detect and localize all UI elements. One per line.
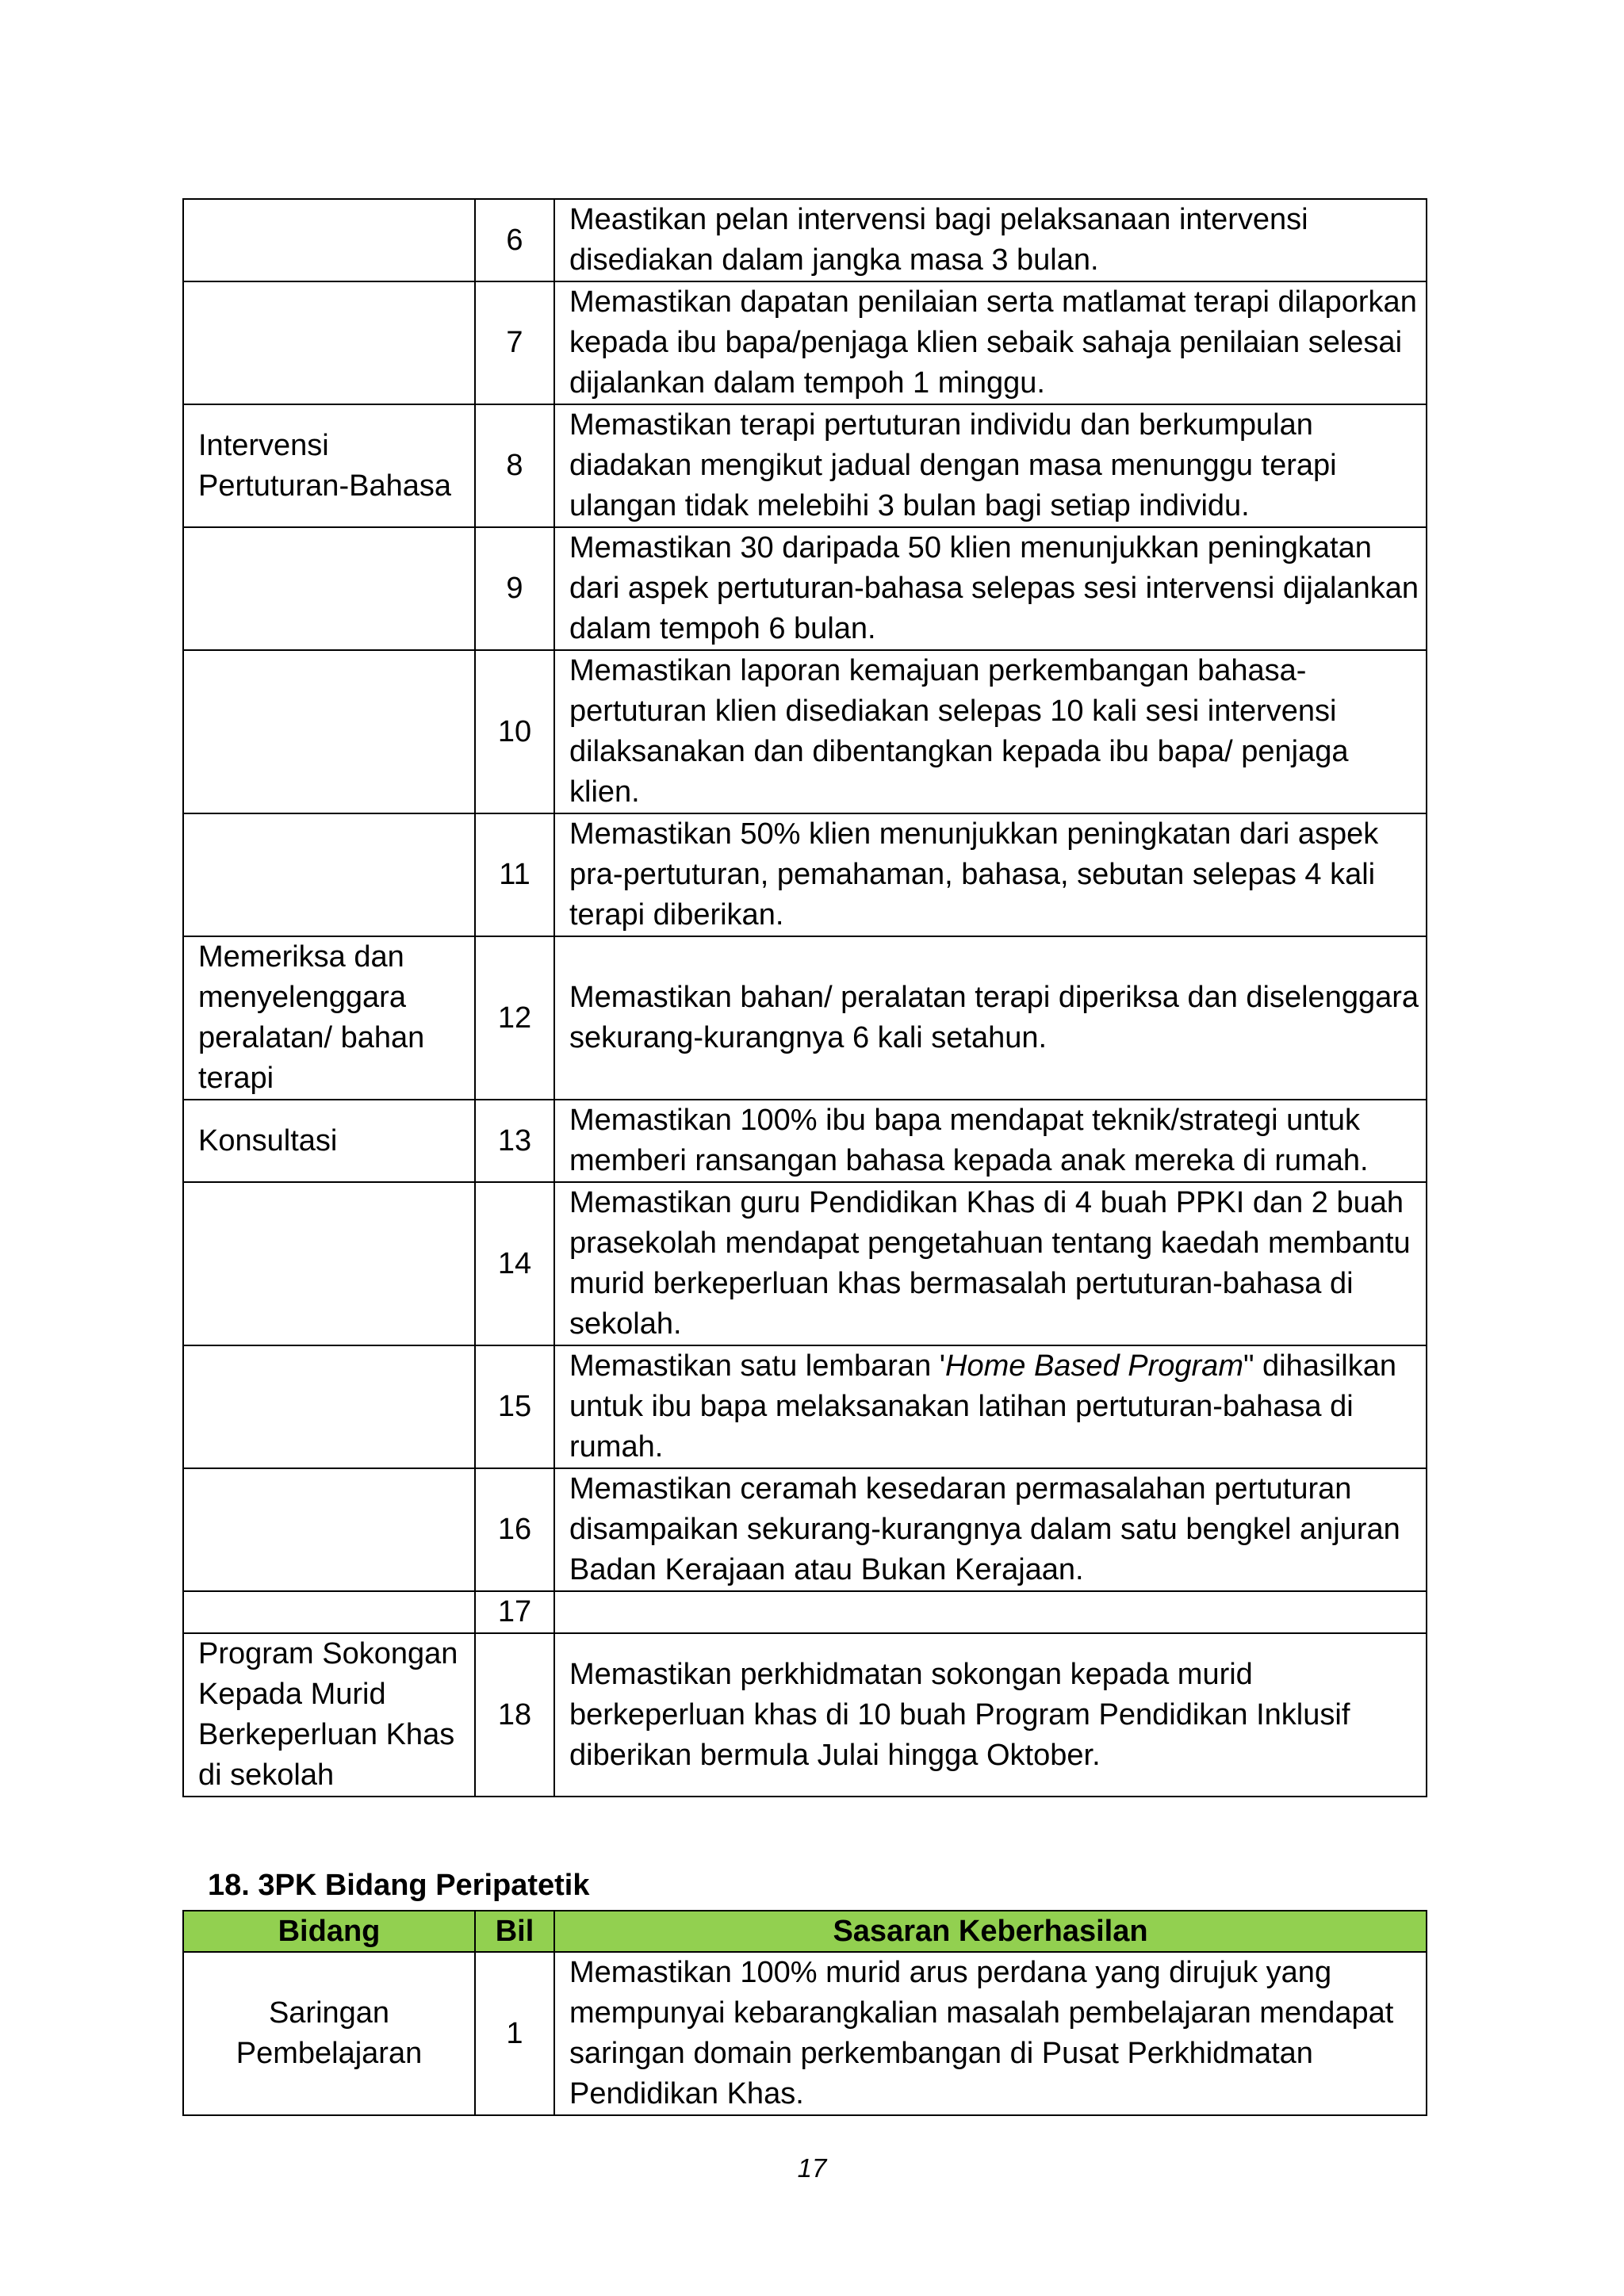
number-cell: 15: [475, 1345, 554, 1468]
area-cell: [183, 199, 475, 281]
peripatetic-targets-table: [182, 1910, 1427, 2116]
target-text-start: Memastikan satu lembaran ': [569, 1349, 946, 1383]
number-cell: 6: [475, 199, 554, 281]
number-cell: 7: [475, 281, 554, 404]
table-header-row: [183, 1911, 1427, 1952]
targets-table-continued: [182, 198, 1427, 1797]
area-cell: Saringan Pembelajaran: [183, 1952, 475, 2115]
table-row: [183, 1633, 1427, 1797]
table-row: [183, 199, 1427, 281]
number-cell: 1: [475, 1952, 554, 2115]
header-target: Sasaran Keberhasilan: [554, 1911, 1427, 1952]
target-cell: Memastikan 30 daripada 50 klien menunjukkan peningkatan dari aspek pertuturan-bahasa selepas sesi intervensi dijalankan dalam tempoh 6 bulan.: [554, 527, 1427, 650]
area-cell: [183, 527, 475, 650]
table-row: [183, 1468, 1427, 1591]
table-row: [183, 1591, 1427, 1633]
target-cell: Memastikan 100% ibu bapa mendapat teknik/strategi untuk memberi ransangan bahasa kepada anak mereka di rumah.: [554, 1100, 1427, 1182]
target-cell: [554, 1591, 1427, 1633]
target-cell: Memastikan 50% klien menunjukkan peningkatan dari aspek pra-pertuturan, pemahaman, bahasa, sebutan selepas 4 kali terapi diberikan.: [554, 813, 1427, 936]
number-cell: 18: [475, 1633, 554, 1797]
target-cell: Memastikan ceramah kesedaran permasalahan pertuturan disampaikan sekurang-kurangnya dalam satu bengkel anjuran Badan Kerajaan atau Bukan Kerajaan.: [554, 1468, 1427, 1591]
table-row: [183, 404, 1427, 527]
number-cell: 10: [475, 650, 554, 813]
target-cell: Memastikan laporan kemajuan perkembangan bahasa-pertuturan klien disediakan selepas 10 kali sesi intervensi dilaksanakan dan dibentangkan kepada ibu bapa/ penjaga klien.: [554, 650, 1427, 813]
table-row: [183, 936, 1427, 1100]
area-cell: [183, 1468, 475, 1591]
area-cell: [183, 1345, 475, 1468]
area-cell: [183, 281, 475, 404]
target-cell: Memastikan dapatan penilaian serta matlamat terapi dilaporkan kepada ibu bapa/penjaga klien sebaik sahaja penilaian selesai dijalankan dalam tempoh 1 minggu.: [554, 281, 1427, 404]
number-cell: 12: [475, 936, 554, 1100]
number-cell: 13: [475, 1100, 554, 1182]
table-row: [183, 1952, 1427, 2115]
header-number: Bil: [475, 1911, 554, 1952]
number-cell: 14: [475, 1182, 554, 1345]
area-cell: Memeriksa dan menyelenggara peralatan/ bahan terapi: [183, 936, 475, 1100]
area-cell: Intervensi Pertuturan-Bahasa: [183, 404, 475, 527]
target-cell: [554, 1345, 1427, 1468]
number-cell: 11: [475, 813, 554, 936]
target-cell: Memastikan 100% murid arus perdana yang dirujuk yang mempunyai kebarangkalian masalah pembelajaran mendapat saringan domain perkembangan di Pusat Perkhidmatan Pendidikan Khas.: [554, 1952, 1427, 2115]
target-cell: Memastikan bahan/ peralatan terapi diperiksa dan diselenggara sekurang-kurangnya 6 kali setahun.: [554, 936, 1427, 1100]
number-cell: 9: [475, 527, 554, 650]
target-cell: Memastikan terapi pertuturan individu dan berkumpulan diadakan mengikut jadual dengan masa menunggu terapi ulangan tidak melebihi 3 bulan bagi setiap individu.: [554, 404, 1427, 527]
target-cell: Meastikan pelan intervensi bagi pelaksanaan intervensi disediakan dalam jangka masa 3 bulan.: [554, 199, 1427, 281]
section-heading: 18. 3PK Bidang Peripatetik: [208, 1869, 590, 1902]
area-cell: [183, 813, 475, 936]
area-cell: [183, 1591, 475, 1633]
program-name: Home Based Program: [945, 1349, 1243, 1383]
table-row: [183, 281, 1427, 404]
table-row: [183, 813, 1427, 936]
area-cell: Program Sokongan Kepada Murid Berkeperluan Khas di sekolah: [183, 1633, 475, 1797]
target-cell: Memastikan perkhidmatan sokongan kepada murid berkeperluan khas di 10 buah Program Pendidikan Inklusif diberikan bermula Julai hingga Oktober.: [554, 1633, 1427, 1797]
table-row: [183, 1345, 1427, 1468]
area-cell: Konsultasi: [183, 1100, 475, 1182]
number-cell: 17: [475, 1591, 554, 1633]
target-text-end: " dihasilkan untuk ibu bapa melaksanakan latihan pertuturan-bahasa di rumah.: [569, 1349, 1397, 1464]
header-area: Bidang: [183, 1911, 475, 1952]
table-row: [183, 527, 1427, 650]
number-cell: 8: [475, 404, 554, 527]
table-row: [183, 650, 1427, 813]
area-cell: [183, 650, 475, 813]
number-cell: 16: [475, 1468, 554, 1591]
page-number: 17: [797, 2153, 827, 2183]
table-row: [183, 1100, 1427, 1182]
target-cell: Memastikan guru Pendidikan Khas di 4 buah PPKI dan 2 buah prasekolah mendapat pengetahuan tentang kaedah membantu murid berkeperluan khas bermasalah pertuturan-bahasa di sekolah.: [554, 1182, 1427, 1345]
table-row: [183, 1182, 1427, 1345]
area-cell: [183, 1182, 475, 1345]
